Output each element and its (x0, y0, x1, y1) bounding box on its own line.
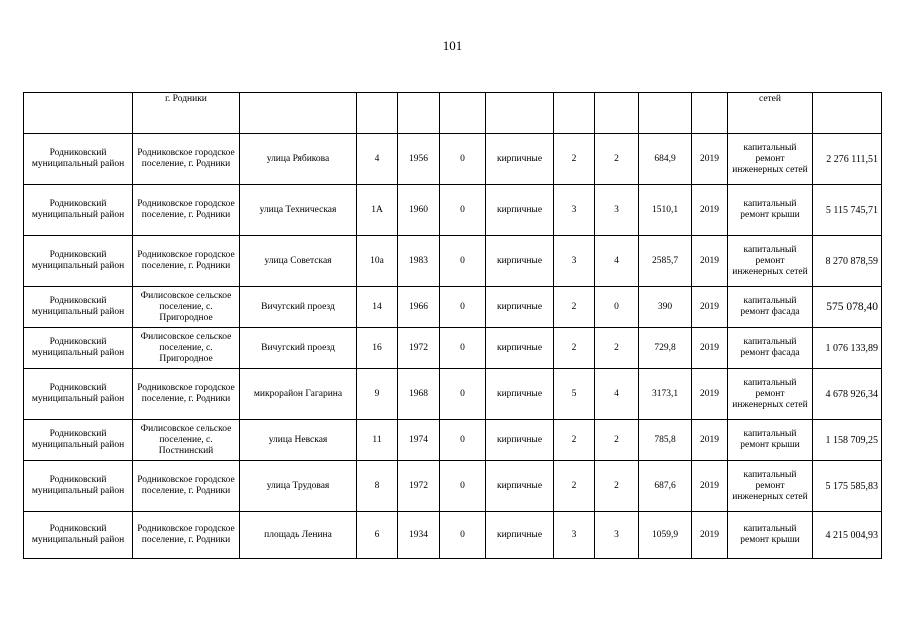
cell-entrances: 4 (595, 236, 639, 287)
cell-street: улица Трудовая (240, 461, 357, 512)
cell-col6: 0 (440, 461, 486, 512)
cell-area: 1510,1 (639, 185, 692, 236)
cell-district: Родниковский муниципальный район (24, 134, 133, 185)
cell-district: Родниковский муниципальный район (24, 287, 133, 328)
cell-material (486, 93, 554, 134)
cell-material: кирпичные (486, 185, 554, 236)
cell-house: 8 (357, 461, 398, 512)
cell-settlement: Филисовское сельское поселение, с. Пригородное (133, 287, 240, 328)
cell-plan-year: 2019 (692, 461, 728, 512)
table-row-continuation (24, 93, 882, 134)
cell-street: Вичугский проезд (240, 328, 357, 369)
cell-settlement: Родниковское городское поселение, г. Родники (133, 461, 240, 512)
cell-house: 11 (357, 420, 398, 461)
cell-floors: 2 (554, 328, 595, 369)
cell-year: 1972 (398, 328, 440, 369)
cell-entrances: 0 (595, 287, 639, 328)
cell-year: 1983 (398, 236, 440, 287)
cell-cost: 8 270 878,59 (813, 236, 882, 287)
table-row (24, 369, 882, 420)
cell-col6: 0 (440, 185, 486, 236)
cell-work-type: капитальный ремонт инженерных сетей (728, 236, 813, 287)
cell-year: 1974 (398, 420, 440, 461)
cell-entrances: 4 (595, 369, 639, 420)
cell-col6: 0 (440, 512, 486, 559)
cell-plan-year: 2019 (692, 369, 728, 420)
cell-street: Вичугский проезд (240, 287, 357, 328)
cell-district: Родниковский муниципальный район (24, 512, 133, 559)
cell-district: Родниковский муниципальный район (24, 236, 133, 287)
cell-plan-year: 2019 (692, 185, 728, 236)
cell-cost: 1 076 133,89 (813, 328, 882, 369)
cell-area: 785,8 (639, 420, 692, 461)
cell-plan-year (692, 93, 728, 134)
cell-district (24, 93, 133, 134)
cell-area: 390 (639, 287, 692, 328)
cell-year: 1968 (398, 369, 440, 420)
cell-settlement: Родниковское городское поселение, г. Родники (133, 236, 240, 287)
cell-settlement: Филисовское сельское поселение, с. Пригородное (133, 328, 240, 369)
cell-district: Родниковский муниципальный район (24, 461, 133, 512)
cell-house: 14 (357, 287, 398, 328)
table-row (24, 185, 882, 236)
cell-street (240, 93, 357, 134)
cell-cost: 1 158 709,25 (813, 420, 882, 461)
cell-col6: 0 (440, 287, 486, 328)
cell-cost: 5 115 745,71 (813, 185, 882, 236)
cell-floors: 2 (554, 461, 595, 512)
cell-district: Родниковский муниципальный район (24, 369, 133, 420)
cell-house: 9 (357, 369, 398, 420)
cell-house: 16 (357, 328, 398, 369)
cell-work-type: сетей (728, 93, 813, 134)
cell-plan-year: 2019 (692, 134, 728, 185)
cell-plan-year: 2019 (692, 328, 728, 369)
cell-floors: 2 (554, 134, 595, 185)
cell-settlement: Родниковское городское поселение, г. Родники (133, 369, 240, 420)
cell-material: кирпичные (486, 236, 554, 287)
cell-street: улица Техническая (240, 185, 357, 236)
cell-district: Родниковский муниципальный район (24, 185, 133, 236)
cell-floors: 3 (554, 236, 595, 287)
cell-col6: 0 (440, 134, 486, 185)
cell-area: 1059,9 (639, 512, 692, 559)
cell-year: 1966 (398, 287, 440, 328)
cell-work-type: капитальный ремонт крыши (728, 512, 813, 559)
cell-cost: 575 078,40 (813, 287, 882, 328)
cell-cost: 4 215 004,93 (813, 512, 882, 559)
cell-settlement: Родниковское городское поселение, г. Родники (133, 134, 240, 185)
cell-col6: 0 (440, 328, 486, 369)
cell-material: кирпичные (486, 512, 554, 559)
cell-entrances: 2 (595, 420, 639, 461)
cell-col6 (440, 93, 486, 134)
cell-work-type: капитальный ремонт инженерных сетей (728, 461, 813, 512)
cell-house: 10а (357, 236, 398, 287)
cell-col6: 0 (440, 420, 486, 461)
cell-material: кирпичные (486, 369, 554, 420)
cell-floors: 2 (554, 420, 595, 461)
cell-work-type: капитальный ремонт крыши (728, 185, 813, 236)
cell-street: улица Рябикова (240, 134, 357, 185)
cell-house (357, 93, 398, 134)
cell-year: 1934 (398, 512, 440, 559)
cell-area: 684,9 (639, 134, 692, 185)
cell-floors: 2 (554, 287, 595, 328)
cell-work-type: капитальный ремонт фасада (728, 328, 813, 369)
cell-area: 3173,1 (639, 369, 692, 420)
cell-cost: 2 276 111,51 (813, 134, 882, 185)
cell-material: кирпичные (486, 134, 554, 185)
housing-repair-table (23, 92, 882, 559)
cell-floors: 3 (554, 185, 595, 236)
cell-entrances: 3 (595, 185, 639, 236)
cell-house: 1А (357, 185, 398, 236)
cell-entrances: 3 (595, 512, 639, 559)
cell-entrances: 2 (595, 461, 639, 512)
table-row (24, 328, 882, 369)
cell-settlement: Родниковское городское поселение, г. Родники (133, 512, 240, 559)
cell-col6: 0 (440, 369, 486, 420)
cell-plan-year: 2019 (692, 287, 728, 328)
cell-plan-year: 2019 (692, 420, 728, 461)
cell-work-type: капитальный ремонт крыши (728, 420, 813, 461)
cell-street: микрорайон Гагарина (240, 369, 357, 420)
cell-entrances: 2 (595, 134, 639, 185)
cell-cost: 5 175 585,83 (813, 461, 882, 512)
cell-area (639, 93, 692, 134)
cell-entrances (595, 93, 639, 134)
cell-cost (813, 93, 882, 134)
cell-plan-year: 2019 (692, 236, 728, 287)
table-row (24, 236, 882, 287)
table-row (24, 420, 882, 461)
cell-floors: 5 (554, 369, 595, 420)
cell-cost: 4 678 926,34 (813, 369, 882, 420)
cell-district: Родниковский муниципальный район (24, 420, 133, 461)
page-number: 101 (442, 38, 463, 53)
cell-house: 6 (357, 512, 398, 559)
cell-plan-year: 2019 (692, 512, 728, 559)
table-row (24, 461, 882, 512)
cell-entrances: 2 (595, 328, 639, 369)
cell-house: 4 (357, 134, 398, 185)
table-row (24, 512, 882, 559)
cell-material: кирпичные (486, 287, 554, 328)
cell-year (398, 93, 440, 134)
cell-settlement: г. Родники (133, 93, 240, 134)
cell-area: 729,8 (639, 328, 692, 369)
cell-work-type: капитальный ремонт инженерных сетей (728, 134, 813, 185)
cell-material: кирпичные (486, 328, 554, 369)
cell-area: 2585,7 (639, 236, 692, 287)
cell-material: кирпичные (486, 420, 554, 461)
cell-floors (554, 93, 595, 134)
cell-year: 1972 (398, 461, 440, 512)
cell-work-type: капитальный ремонт инженерных сетей (728, 369, 813, 420)
cell-material: кирпичные (486, 461, 554, 512)
cell-district: Родниковский муниципальный район (24, 328, 133, 369)
cell-year: 1960 (398, 185, 440, 236)
cell-street: площадь Ленина (240, 512, 357, 559)
cell-street: улица Советская (240, 236, 357, 287)
cell-settlement: Филисовское сельское поселение, с. Постнинский (133, 420, 240, 461)
cell-floors: 3 (554, 512, 595, 559)
cell-col6: 0 (440, 236, 486, 287)
cell-year: 1956 (398, 134, 440, 185)
cell-area: 687,6 (639, 461, 692, 512)
cell-work-type: капитальный ремонт фасада (728, 287, 813, 328)
table-row (24, 134, 882, 185)
cell-street: улица Невская (240, 420, 357, 461)
table-row (24, 287, 882, 328)
cell-settlement: Родниковское городское поселение, г. Родники (133, 185, 240, 236)
